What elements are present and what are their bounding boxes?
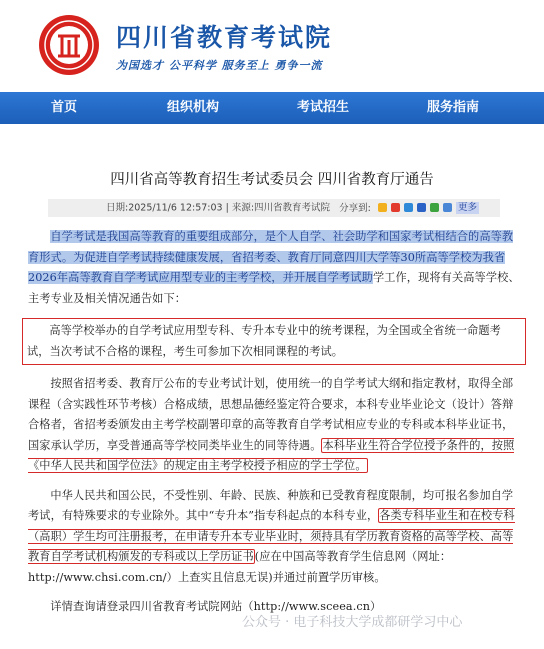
paragraph-eligibility: 中华人民共和国公民，不受性别、年龄、民族、种族和已受教育程度限制，均可报名参加自学考试，有特殊要求的专业除外。其中“专升本”指专科起点的本科专业，各类专科毕业生和在校专科（高职）学生均可注册报考，在申请专升本专业毕业时，须持具有学历教育资格的高等学校、高等教育自学考试机构颁发的专科或以上学历证书(应在中国高等教育学生信息网（网址：http://www.chsi.com.cn/）上查实且信息无误)并通过前置学历审核。 [28,488,515,584]
highlighted-intro: 自学考试是我国高等教育的重要组成部分，是个人自学、社会助学和国家考试相结合的高等教育形式。为促进自学考试持续健康发展，省招考委、教育厅同意四川大学等30所高等学校为我省2026年高等教育自学考试应用型专业的主考学校，并开展自学考试助 [28,230,514,284]
share-renren-icon[interactable] [417,203,426,212]
boxed-paragraph-unified-exam: 高等学校举办的自学考试应用型专科、专升本专业中的统考课程，为全国或全省统一命题考试，当次考试不合格的课程，考生可参加下次相同课程的考试。 [22,318,526,365]
nav-item-service-guide[interactable]: 服务指南 [426,100,479,115]
share-tencent-icon[interactable] [404,203,413,212]
article-meta-bar [48,199,500,217]
wechat-watermark: 公众号 · 电子科技大学成都研学习中心 [242,615,463,630]
boxed-degree-text: 本科毕业生符合学位授予条件的，按照《中华人民共和国学位法》的规定由主考学校授予相应的学士学位。 [28,438,515,472]
nav-item-organization[interactable]: 组织机构 [166,100,219,115]
boxed-eligibility-text: 各类专科毕业生和在校专科（高职）学生均可注册报考，在申请专升本专业毕业时，须持具有学历教育资格的高等学校、高等教育自学考试机构颁发的专科或以上学历证书 [28,509,515,563]
article-title: 四川省高等教育招生考试委员会 四川省教育厅通告 [110,172,434,188]
article-body [28,227,522,627]
article-meta: 日期:2025/11/6 12:57:03 | 来源:四川省教育考试院 [106,202,331,214]
article [0,124,544,649]
main-nav [0,92,544,124]
share-qzone-icon[interactable] [378,203,387,212]
site-header [0,0,544,92]
nav-item-admissions[interactable]: 考试招生 [296,100,349,115]
site-title: 四川省教育考试院 [116,23,333,52]
share-more-link[interactable]: 更多 [458,202,478,213]
paragraph-graduation: 按照省招考委、教育厅公布的专业考试计划，使用统一的自学考试大纲和指定教材，取得全部课程（含实践性环节考核）合格成绩，思想品德经鉴定符合要求，本科专业毕业论文（设计）答辩合格者，省招考委颁发由主考学校副署印章的高等教育自学考试相应专业的专科或本科毕业证书，国家承认学历，享受普通高等学校同类毕业生的同等待遇。本科毕业生符合学位授予条件的，按照《中华人民共和国学位法》的规定由主考学校授予相应的学士学位。 [28,377,515,472]
share-label: 分享到: [339,202,371,214]
exam-authority-logo[interactable] [38,14,100,76]
share-weibo-icon[interactable] [391,203,400,212]
share-icons [378,199,453,217]
share-douban-icon[interactable] [430,203,439,212]
nav-item-home[interactable]: 首页 [50,100,77,115]
paragraph-details-link[interactable]: 详情查询请登录四川省教育考试院网站（http://www.sceea.cn） [50,600,382,613]
site-slogan: 为国选才 公平科学 服务至上 勇争一流 [116,59,323,72]
share-more-icon[interactable] [443,203,452,212]
paragraph-intro: 自学考试是我国高等教育的重要组成部分，是个人自学、社会助学和国家考试相结合的高等教育形式。为促进自学考试持续健康发展，省招考委、教育厅同意四川大学等30所高等学校为我省2026年高等教育自学考试应用型专业的主考学校，并开展自学考试助学工作，现将有关高等学校、主考专业及相关情况通告如下： [28,230,520,305]
